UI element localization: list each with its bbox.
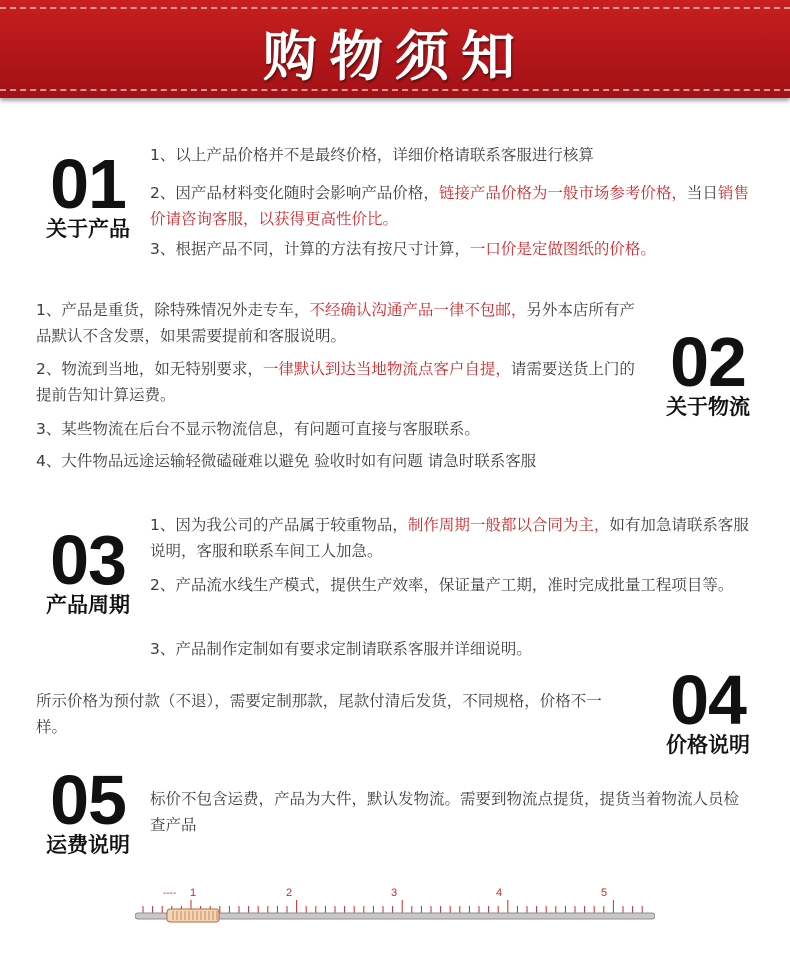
section-number: 02	[670, 323, 746, 401]
ruler-label: 1	[190, 887, 197, 899]
section-01-para-1: 1、以上产品价格并不是最终价格，详细价格请联系客服进行核算	[150, 146, 594, 164]
section-04-badge	[646, 661, 770, 758]
section-number: 01	[50, 145, 126, 223]
section-03-para-1: 1、因为我公司的产品属于较重物品，制作周期一般都以合同为主，如有加急请联系客服说明，客服和联系车间工人加急。	[150, 516, 749, 560]
ruler-label: 2	[286, 887, 293, 899]
ruler-decoration	[135, 880, 655, 930]
section-03-para-2: 2、产品流水线生产模式，提供生产效率，保证量产工期，准时完成批量工程项目等。	[150, 576, 734, 594]
section-01-para-2: 2、因产品材料变化随时会影响产品价格，链接产品价格为一般市场参考价格，当日销售价请咨询客服，以获得更高性价比。	[150, 184, 749, 228]
banner-stitch-top	[0, 7, 790, 9]
section-04-para-1: 所示价格为预付款（不退），需要定制那款，尾款付清后发货，不同规格，价格不一样。	[36, 692, 602, 736]
section-number: 03	[50, 521, 126, 599]
section-label: 产品周期	[46, 593, 130, 617]
section-03-para-3: 3、产品制作定制如有要求定制请联系客服并详细说明。	[150, 640, 532, 658]
section-label: 价格说明	[666, 733, 750, 757]
section-label: 关于物流	[666, 395, 750, 419]
section-05-para-1: 标价不包含运费，产品为大件，默认发物流。需要到物流点提货，提货当着物流人员检查产品	[150, 790, 740, 834]
section-label: 关于产品	[46, 217, 130, 241]
section-01-para-3: 3、根据产品不同，计算的方法有按尺寸计算，一口价是定做图纸的价格。	[150, 240, 656, 258]
section-02-para-3: 3、某些物流在后台不显示物流信息，有问题可直接与客服联系。	[36, 420, 480, 438]
section-02-para-4: 4、大件物品远途运输轻微磕碰难以避免 验收时如有问题 请急时联系客服	[36, 452, 537, 470]
ruler-label: 3	[391, 887, 398, 899]
ruler-label: 4	[496, 887, 503, 899]
page-title: 购物须知	[263, 25, 527, 88]
section-02-para-2: 2、物流到当地，如无特别要求，一律默认到达当地物流点客户自提，请需要送货上门的提前告知计算运费。	[36, 360, 635, 404]
banner-stitch-bottom	[0, 89, 790, 91]
section-02-badge	[646, 323, 770, 420]
section-05-badge	[28, 761, 148, 858]
section-number: 05	[50, 761, 126, 839]
title-banner	[0, 0, 790, 98]
ruler-label: 5	[601, 887, 608, 899]
ruler-start-mark: ----	[163, 888, 177, 899]
section-01-badge	[28, 145, 148, 242]
section-number: 04	[670, 661, 746, 739]
section-02-para-1: 1、产品是重货，除特殊情况外走专车，不经确认沟通产品一律不包邮，另外本店所有产品默认不含发票，如果需要提前和客服说明。	[36, 301, 635, 345]
section-label: 运费说明	[46, 833, 130, 857]
section-03-badge	[28, 521, 148, 618]
